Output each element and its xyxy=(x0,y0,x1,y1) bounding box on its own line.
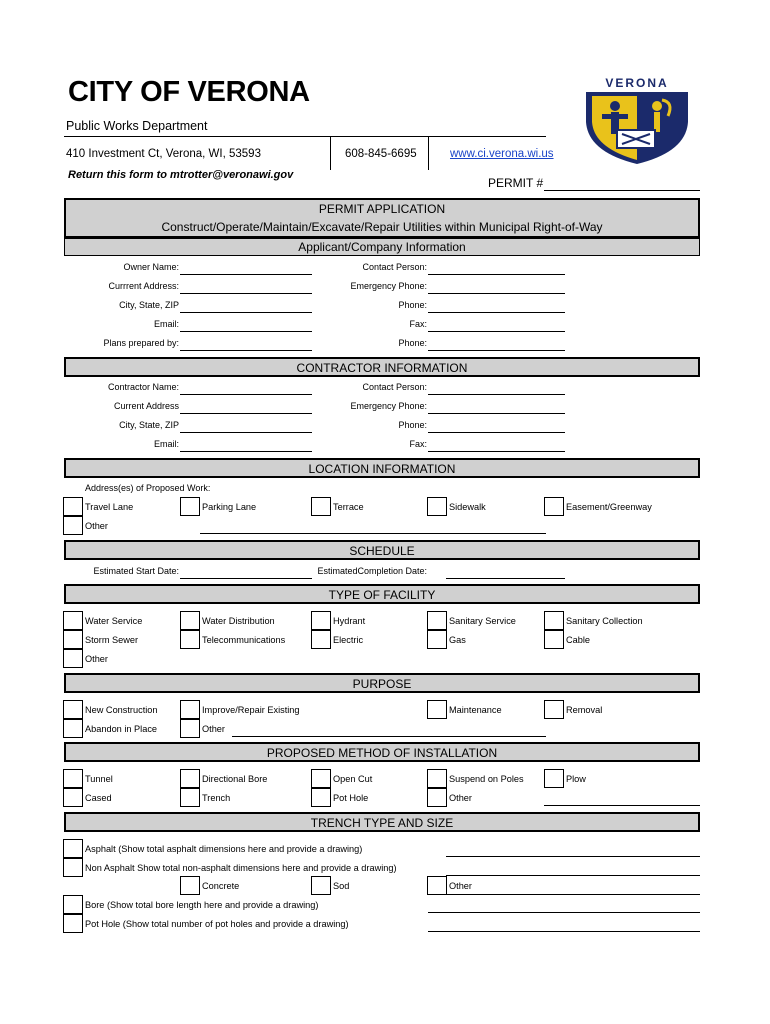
parking-lane-label: Parking Lane xyxy=(202,502,257,512)
abandon-in-place-label: Abandon in Place xyxy=(85,724,158,734)
fax-field[interactable] xyxy=(428,331,565,332)
permit-number-field[interactable] xyxy=(544,190,700,191)
pot-hole-count-checkbox[interactable] xyxy=(63,914,83,933)
department-name: Public Works Department xyxy=(66,119,208,133)
sanitary-service-checkbox[interactable] xyxy=(427,611,447,630)
non-asphalt-checkbox[interactable] xyxy=(63,858,83,877)
completion-date-label: EstimatedCompletion Date: xyxy=(317,566,427,576)
location-other-label: Other xyxy=(85,521,108,531)
location-heading: LOCATION INFORMATION xyxy=(308,462,456,476)
city-logo xyxy=(582,74,692,166)
trench-section-header xyxy=(64,812,700,832)
contractor-contact-label: Contact Person: xyxy=(362,382,427,392)
terrace-label: Terrace xyxy=(333,502,364,512)
contractor-city-state-zip-field[interactable] xyxy=(180,432,312,433)
return-note: Return this form to mtrotter@veronawi.gov xyxy=(68,169,294,181)
email-label: Email: xyxy=(153,319,179,329)
storm-sewer-label: Storm Sewer xyxy=(85,635,139,645)
travel-lane-label: Travel Lane xyxy=(85,502,134,512)
sidewalk-label: Sidewalk xyxy=(449,502,486,512)
cable-label: Cable xyxy=(566,635,591,645)
cased-checkbox[interactable] xyxy=(63,788,83,807)
contractor-section-header xyxy=(64,357,700,377)
completion-date-field[interactable] xyxy=(446,578,565,579)
owner-name-label: Owner Name: xyxy=(123,262,179,272)
contractor-name-label: Contractor Name: xyxy=(107,382,179,392)
asphalt-checkbox[interactable] xyxy=(63,839,83,858)
start-date-label: Estimated Start Date: xyxy=(93,566,179,576)
email-field[interactable] xyxy=(180,331,312,332)
facility-section-header xyxy=(64,584,700,604)
method-other-checkbox[interactable] xyxy=(427,788,447,807)
phone-field[interactable] xyxy=(428,312,565,313)
city-state-zip-field[interactable] xyxy=(180,312,312,313)
new-construction-label: New Construction xyxy=(85,705,158,715)
contact-person-label: Contact Person: xyxy=(362,262,427,272)
improve-repair-label: Improve/Repair Existing xyxy=(202,705,300,715)
facility-heading: TYPE OF FACILITY xyxy=(328,588,436,602)
current-address-field[interactable] xyxy=(180,293,312,294)
travel-lane-checkbox[interactable] xyxy=(63,497,83,516)
location-other-field[interactable] xyxy=(200,533,546,534)
asphalt-dimensions-field[interactable] xyxy=(446,856,700,857)
bore-length-field[interactable] xyxy=(428,912,700,913)
plow-label: Plow xyxy=(566,774,586,784)
facility-other-checkbox[interactable] xyxy=(63,649,83,668)
location-section-header xyxy=(64,458,700,478)
sidewalk-checkbox[interactable] xyxy=(427,497,447,516)
contractor-heading: CONTRACTOR INFORMATION xyxy=(296,361,468,375)
emergency-phone-field[interactable] xyxy=(428,293,565,294)
terrace-checkbox[interactable] xyxy=(311,497,331,516)
banner-subtitle: Construct/Operate/Maintain/Excavate/Repair Utilities within Municipal Right-of-Way xyxy=(161,220,603,234)
directional-bore-checkbox[interactable] xyxy=(180,769,200,788)
gas-checkbox[interactable] xyxy=(427,630,447,649)
header-divider-1 xyxy=(330,137,331,170)
sanitary-service-label: Sanitary Service xyxy=(449,616,516,626)
trench-other-field[interactable] xyxy=(446,894,700,895)
contractor-phone-label: Phone: xyxy=(398,420,427,430)
open-cut-checkbox[interactable] xyxy=(311,769,331,788)
location-other-checkbox[interactable] xyxy=(63,516,83,535)
start-date-field[interactable] xyxy=(180,578,312,579)
contractor-emergency-phone-field[interactable] xyxy=(428,413,565,414)
pot-hole-checkbox[interactable] xyxy=(311,788,331,807)
contractor-email-label: Email: xyxy=(153,439,179,449)
purpose-section-header xyxy=(64,673,700,693)
method-other-field[interactable] xyxy=(544,805,700,806)
method-section-header xyxy=(64,742,700,762)
pot-hole-count-label: Pot Hole (Show total number of pot holes and provide a drawing) xyxy=(85,919,349,929)
cable-checkbox[interactable] xyxy=(544,630,564,649)
proposed-work-address-label: Address(es) of Proposed Work: xyxy=(85,483,211,493)
plans-prepared-by-field[interactable] xyxy=(180,350,312,351)
water-distribution-label: Water Distribution xyxy=(202,616,275,626)
website-link[interactable]: www.ci.verona.wi.us xyxy=(450,148,554,160)
pot-hole-label: Pot Hole xyxy=(333,793,369,803)
facility-other-label: Other xyxy=(85,654,108,664)
trench-other-label: Other xyxy=(449,881,472,891)
phone-label: Phone: xyxy=(398,300,427,310)
trench-heading: TRENCH TYPE AND SIZE xyxy=(310,816,454,830)
gas-label: Gas xyxy=(449,635,466,645)
maintenance-label: Maintenance xyxy=(449,705,502,715)
abandon-in-place-checkbox[interactable] xyxy=(63,719,83,738)
improve-repair-checkbox[interactable] xyxy=(180,700,200,719)
trench-other-checkbox[interactable] xyxy=(427,876,447,895)
open-cut-label: Open Cut xyxy=(333,774,373,784)
water-service-label: Water Service xyxy=(85,616,143,626)
purpose-other-checkbox[interactable] xyxy=(180,719,200,738)
applicant-heading: Applicant/Company Information xyxy=(298,240,466,254)
fax-label: Fax: xyxy=(409,319,427,329)
header-rule xyxy=(64,136,546,137)
purpose-other-field[interactable] xyxy=(232,736,546,737)
plans-phone-field[interactable] xyxy=(428,350,565,351)
hydrant-label: Hydrant xyxy=(333,616,366,626)
banner-title: PERMIT APPLICATION xyxy=(318,202,446,216)
city-state-zip-label: City, State, ZIP xyxy=(119,300,179,310)
suspend-on-poles-checkbox[interactable] xyxy=(427,769,447,788)
bore-checkbox[interactable] xyxy=(63,895,83,914)
page-title: CITY OF VERONA xyxy=(68,76,310,108)
tunnel-label: Tunnel xyxy=(85,774,113,784)
asphalt-label: Asphalt (Show total asphalt dimensions here and provide a drawing) xyxy=(85,844,363,854)
permit-number-label: PERMIT # xyxy=(488,176,544,190)
non-asphalt-dimensions-field[interactable] xyxy=(446,875,700,876)
method-heading: PROPOSED METHOD OF INSTALLATION xyxy=(266,746,498,760)
contractor-contact-field[interactable] xyxy=(428,394,565,395)
concrete-checkbox[interactable] xyxy=(180,876,200,895)
concrete-label: Concrete xyxy=(202,881,240,891)
pot-hole-count-field[interactable] xyxy=(428,931,700,932)
water-distribution-checkbox[interactable] xyxy=(180,611,200,630)
contractor-city-state-zip-label: City, State, ZIP xyxy=(119,420,179,430)
plans-phone-label: Phone: xyxy=(398,338,427,348)
owner-name-field[interactable] xyxy=(180,274,312,275)
trench-checkbox[interactable] xyxy=(180,788,200,807)
purpose-other-label: Other xyxy=(202,724,225,734)
non-asphalt-label: Non Asphalt Show total non-asphalt dimensions here and provide a drawing) xyxy=(85,863,397,873)
removal-label: Removal xyxy=(566,705,603,715)
schedule-heading: SCHEDULE xyxy=(349,544,415,558)
sod-checkbox[interactable] xyxy=(311,876,331,895)
purpose-heading: PURPOSE xyxy=(352,677,412,691)
trench-label: Trench xyxy=(202,793,231,803)
applicant-section-header xyxy=(64,238,700,256)
easement-greenway-checkbox[interactable] xyxy=(544,497,564,516)
tunnel-checkbox[interactable] xyxy=(63,769,83,788)
bore-label: Bore (Show total bore length here and provide a drawing) xyxy=(85,900,319,910)
permit-application-banner xyxy=(64,198,700,238)
plans-prepared-by-label: Plans prepared by: xyxy=(103,338,179,348)
hydrant-checkbox[interactable] xyxy=(311,611,331,630)
plow-checkbox[interactable] xyxy=(544,769,564,788)
contractor-email-field[interactable] xyxy=(180,451,312,452)
suspend-on-poles-label: Suspend on Poles xyxy=(449,774,524,784)
maintenance-checkbox[interactable] xyxy=(427,700,447,719)
cased-label: Cased xyxy=(85,793,112,803)
storm-sewer-checkbox[interactable] xyxy=(63,630,83,649)
office-address: 410 Investment Ct, Verona, WI, 53593 xyxy=(66,148,261,160)
emergency-phone-label: Emergency Phone: xyxy=(350,281,427,291)
sanitary-collection-label: Sanitary Collection xyxy=(566,616,643,626)
current-address-label: Currrent Address: xyxy=(108,281,179,291)
method-other-label: Other xyxy=(449,793,472,803)
water-service-checkbox[interactable] xyxy=(63,611,83,630)
electric-checkbox[interactable] xyxy=(311,630,331,649)
telecommunications-checkbox[interactable] xyxy=(180,630,200,649)
easement-greenway-label: Easement/Greenway xyxy=(566,502,652,512)
directional-bore-label: Directional Bore xyxy=(202,774,268,784)
contact-person-field[interactable] xyxy=(428,274,565,275)
contractor-fax-field[interactable] xyxy=(428,451,565,452)
schedule-section-header xyxy=(64,540,700,560)
contractor-emergency-phone-label: Emergency Phone: xyxy=(350,401,427,411)
sod-label: Sod xyxy=(333,881,350,891)
new-construction-checkbox[interactable] xyxy=(63,700,83,719)
logo-text: VERONA xyxy=(605,76,669,90)
electric-label: Electric xyxy=(333,635,364,645)
contractor-address-field[interactable] xyxy=(180,413,312,414)
contractor-address-label: Current Address xyxy=(113,401,179,411)
office-phone: 608-845-6695 xyxy=(345,148,417,160)
parking-lane-checkbox[interactable] xyxy=(180,497,200,516)
sanitary-collection-checkbox[interactable] xyxy=(544,611,564,630)
contractor-fax-label: Fax: xyxy=(409,439,427,449)
contractor-name-field[interactable] xyxy=(180,394,312,395)
removal-checkbox[interactable] xyxy=(544,700,564,719)
contractor-phone-field[interactable] xyxy=(428,432,565,433)
telecommunications-label: Telecommunications xyxy=(202,635,286,645)
header-divider-2 xyxy=(428,137,429,170)
